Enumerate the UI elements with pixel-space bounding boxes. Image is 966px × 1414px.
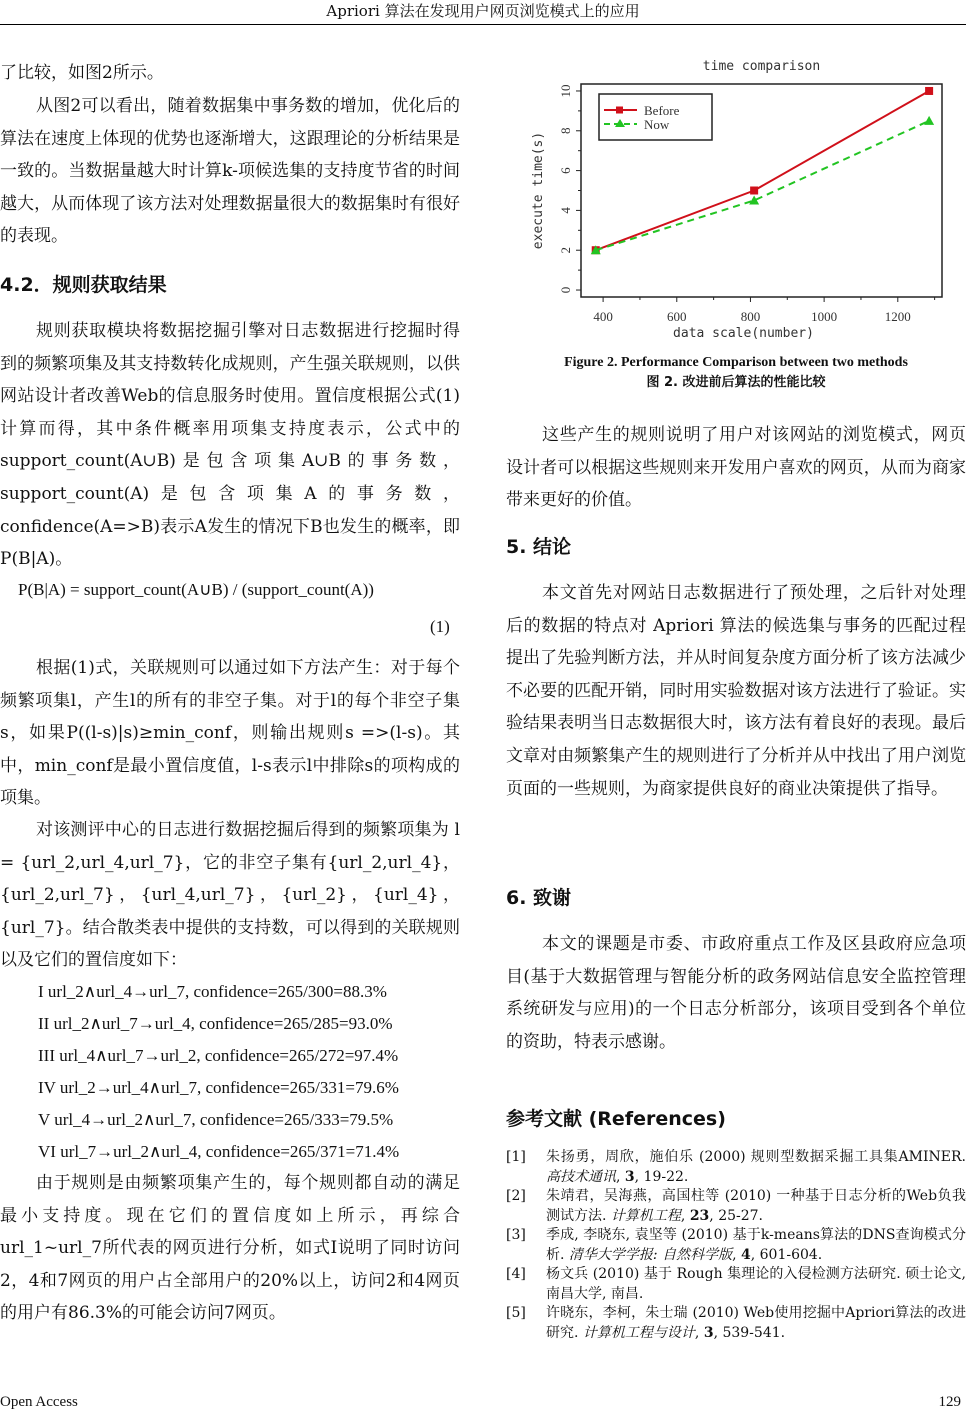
paragraph: 了比较，如图2所示。 (0, 63, 164, 83)
reference-text: 许晓东，李柯，朱士瑞 (2010) Web使用挖掘中Apriori算法的改进研究. 计算机工程与设计, 3, 539-541. (546, 1305, 966, 1341)
reference-number: [1] (506, 1149, 526, 1165)
reference-item (506, 1148, 966, 1187)
reference-item (506, 1226, 966, 1265)
running-header: Apriori 算法在发现用户网页浏览模式上的应用 (326, 2, 640, 20)
y-axis-label: execute time(s) (531, 131, 546, 250)
paragraph: 这些产生的规则说明了用户对该网站的浏览模式，网页设计者可以根据这些规则来开发用户喜欢的网页，从而为商家带来更好的价值。 (506, 425, 966, 511)
legend-label-before: Before (644, 103, 680, 118)
header-rule (0, 24, 966, 25)
reference-number: [3] (506, 1227, 526, 1243)
y-tick-label: 4 (558, 207, 573, 214)
reference-item (506, 1304, 966, 1343)
paragraph: 对该测评中心的日志进行数据挖掘后得到的频繁项集为 l = {url_2,url_4,url_7}，它的非空子集有{url_2,url_4}，{url_2,url_7}，{url_4,url_7}，{url_2}，{url_4}，{url_7}。结合散类表中提供的支持数，可以得到的关联规则以及它们的置信度如下： (0, 820, 460, 971)
reference-number: [4] (506, 1266, 526, 1282)
rule-line: III url_4∧url_7→url_2, confidence=265/272=97.4% (38, 1046, 399, 1065)
reference-number: [2] (506, 1188, 526, 1204)
section-heading-4-2: 4.2．规则获取结果 (0, 274, 167, 296)
reference-number: [5] (506, 1305, 526, 1321)
rule-line: VI url_7→url_2∧url_4, confidence=265/371=71.4% (38, 1142, 400, 1161)
reference-text: 朱扬勇，周欣，施伯乐 (2000) 规则型数据采掘工具集AMINER. 高技术通讯, 3, 19-22. (546, 1149, 966, 1185)
reference-text: 杨文兵 (2010) 基于 Rough 集理论的入侵检测方法研究. 硕士论文, 南昌大学, 南昌. (546, 1266, 966, 1302)
x-tick-label: 600 (667, 309, 687, 324)
journal-name: 计算机工程 (610, 1207, 681, 1224)
section-heading-5: 5. 结论 (506, 536, 572, 558)
rule-line: II url_2∧url_7→url_4, confidence=265/285=93.0% (38, 1014, 393, 1033)
formula: P(B|A) = support_count(A∪B) / (support_count(A)) (18, 580, 374, 599)
legend-label-now: Now (644, 117, 670, 132)
journal-name: 清华大学学报: 自然科学版 (568, 1246, 733, 1263)
y-tick-label: 2 (558, 246, 573, 254)
references-heading: 参考文献 (References) (506, 1108, 726, 1130)
paragraph: 本文首先对网站日志数据进行了预处理，之后针对处理后的数据的特点对 Apriori 算法的候选集与事务的匹配过程提出了先验判断方法，并从时间复杂度方面分析了该方法减少不必要的匹配开销，同时用实验数据对该方法进行了验证。实验结果表明当日志数据很大时，该方法有着良好的表现。最后文章对由频繁集产生的规则进行了分析并从中找出了用户浏览页面的一些规则，为商家提供良好的商业决策提供了指导。 (506, 583, 966, 799)
figure-caption-en: Figure 2. Performance Comparison between two methods (564, 355, 908, 370)
data-point-before (925, 87, 933, 95)
reference-text: 朱靖君，吴海燕，高国柱等 (2010) 一种基于日志分析的Web负我测试方法. 计算机工程, 23, 25-27. (546, 1188, 966, 1224)
data-point-before (750, 187, 758, 195)
x-tick-label: 800 (740, 309, 761, 324)
data-point-now (924, 116, 934, 125)
journal-name: 高技术通讯 (546, 1168, 616, 1185)
x-tick-label: 400 (593, 309, 613, 324)
rule-line: V url_4→url_2∧url_7, confidence=265/333=79.5% (38, 1110, 394, 1129)
paragraph: 本文的课题是市委、市政府重点工作及区县政府应急项目(基于大数据管理与智能分析的政务网站信息安全监控管理系统研发与应用)的一个日志分析部分，该项目受到各个单位的资助，特表示感谢。 (506, 934, 966, 1052)
chart-title: time comparison (702, 59, 821, 74)
x-tick-label: 1200 (884, 309, 911, 324)
section-heading-6: 6. 致谢 (506, 887, 572, 909)
reference-text: 季成, 李晓东, 袁坚等 (2010) 基于k-means算法的DNS查询模式分析. 清华大学学报: 自然科学版, 4, 601-604. (546, 1227, 966, 1263)
reference-item (506, 1265, 966, 1304)
performance-chart (520, 50, 960, 340)
y-tick-label: 6 (558, 167, 573, 174)
y-tick-label: 0 (558, 286, 573, 294)
reference-item (506, 1187, 966, 1226)
page-number: 129 (938, 1394, 961, 1410)
paragraph: 根据(1)式，关联规则可以通过如下方法产生：对于每个频繁项集l，产生l的所有的非空子集。对于l的每个非空子集s，如果P((l-s)|s)≥min_conf，则输出规则s =>(l-s)。其中，min_conf是最小置信度值，l-s表示l中排除s的项构成的项集。 (0, 658, 460, 809)
legend-marker (616, 107, 623, 114)
footer-open-access: Open Access (0, 1394, 78, 1410)
y-tick-label: 10 (558, 84, 573, 98)
x-tick-label: 1000 (811, 309, 838, 324)
paragraph: 从图2可以看出，随着数据集中事务数的增加，优化后的算法在速度上体现的优势也逐渐增大，这跟理论的分析结果是一致的。当数据量越大时计算k-项候选集的支持度节省的时间越大，从而体现了该方法对处理数据量很大的数据集时有很好的表现。 (0, 96, 460, 247)
figure-caption-cn: 图 2. 改进前后算法的性能比较 (646, 375, 826, 390)
paragraph: 规则获取模块将数据挖掘引擎对日志数据进行挖掘时得到的频繁项集及其支持数转化成规则，产生强关联规则，以供网站设计者改善Web的信息服务时使用。置信度根据公式(1)计算而得，其中条件概率用项集支持度表示，公式中的support_count(A∪B)是包含项集A∪B的事务数，support_count(A)是包含项集A的事务数，confidence(A=>B)表示A发生的情况下B也发生的概率，即P(B|A)。 (0, 321, 460, 570)
journal-name: 计算机工程与设计 (582, 1324, 695, 1341)
rule-line: I url_2∧url_4→url_7, confidence=265/300=88.3% (38, 982, 387, 1001)
y-tick-label: 8 (558, 127, 573, 135)
equation-number: (1) (430, 617, 450, 636)
paragraph: 由于规则是由频繁项集产生的，每个规则都自动的满足最小支持度。现在它们的置信度如上所示，再综合url_1~url_7所代表的网页进行分析，如式Ⅰ说明了同时访问2，4和7网页的用户占全部用户的20%以上，访问2和4网页的用户有86.3%的可能会访问7网页。 (0, 1173, 460, 1324)
rule-line: IV url_2→url_4∧url_7, confidence=265/331=79.6% (38, 1078, 399, 1097)
x-axis-label: data scale(number) (673, 326, 814, 340)
